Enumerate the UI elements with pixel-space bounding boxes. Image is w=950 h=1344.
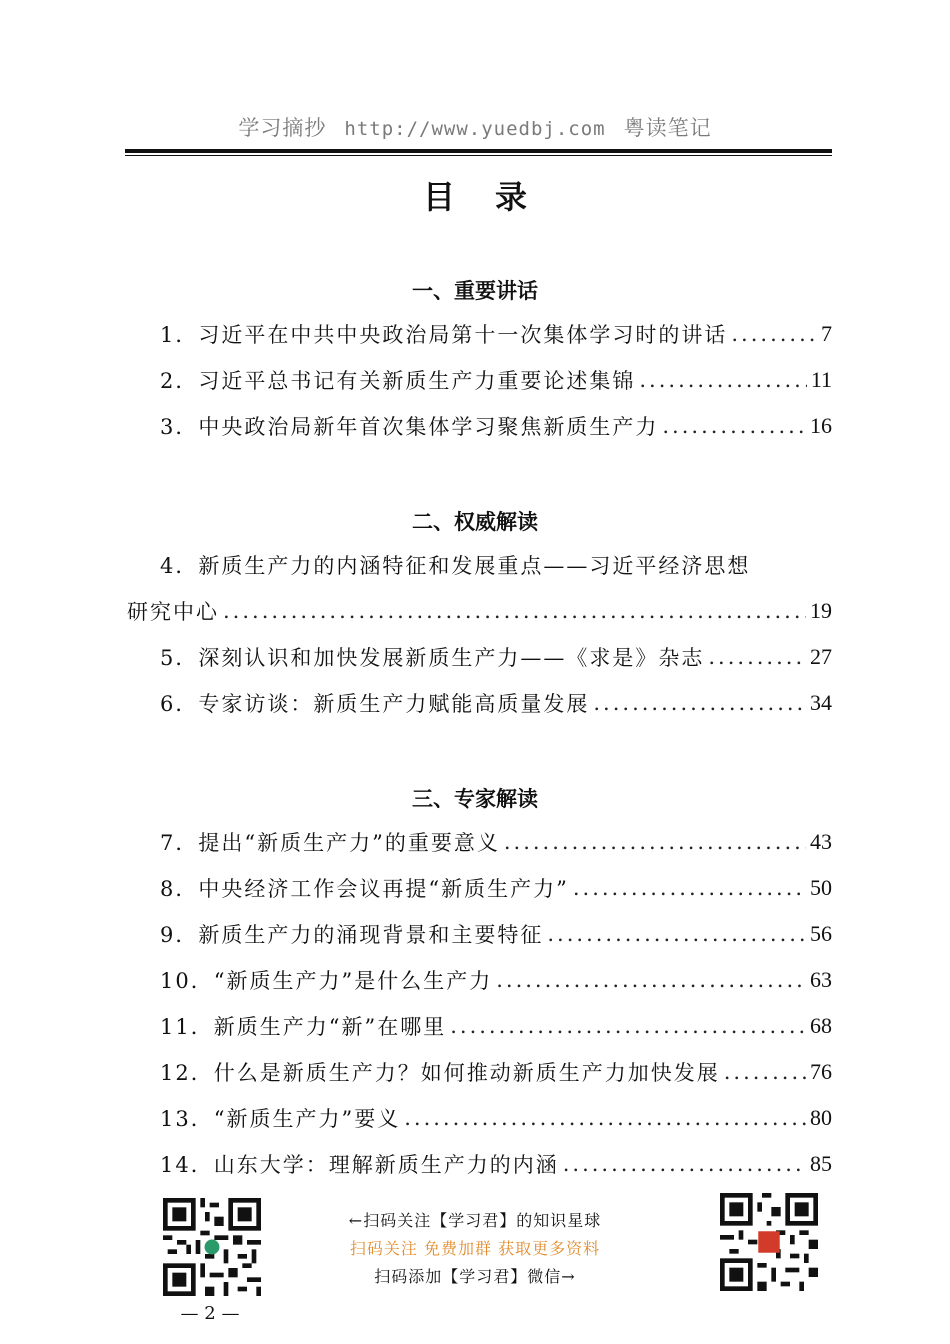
page-title: 目 录 xyxy=(422,178,528,216)
toc-entry[interactable]: 9．新质生产力的涌现背景和主要特征 ..... 56 xyxy=(160,917,832,951)
footer-line-3: 扫码添加【学习君】微信→ xyxy=(374,1267,576,1286)
section-heading-1: 一、重要讲话 xyxy=(412,279,538,303)
toc-entry-continuation[interactable]: 研究中心 ..... 19 xyxy=(127,594,832,628)
header-rule-thick xyxy=(125,149,832,153)
qr-code-left[interactable] xyxy=(163,1198,261,1296)
toc-entry[interactable]: 11．新质生产力“新”在哪里 ..... 68 xyxy=(160,1009,832,1043)
header-right: 粤读笔记 xyxy=(623,116,712,140)
section-heading-2: 二、权威解读 xyxy=(412,510,538,534)
toc-entry[interactable]: 8．中央经济工作会议再提“新质生产力” ..... 50 xyxy=(160,871,832,905)
toc-entry[interactable]: 13．“新质生产力”要义 ..... 80 xyxy=(160,1101,832,1135)
toc-entry[interactable]: 14．山东大学：理解新质生产力的内涵 ..... 85 xyxy=(160,1147,832,1181)
toc-entry[interactable]: 6．专家访谈：新质生产力赋能高质量发展 ..... 34 xyxy=(160,686,832,720)
toc-entry[interactable]: 12．什么是新质生产力？如何推动新质生产力加快发展 ..... 76 xyxy=(160,1055,832,1089)
toc-entry[interactable]: 7．提出“新质生产力”的重要意义 ..... 43 xyxy=(160,825,832,859)
toc-entry[interactable]: 10．“新质生产力”是什么生产力 ..... 63 xyxy=(160,963,832,997)
footer-line-2: 扫码关注 免费加群 获取更多资料 xyxy=(349,1239,601,1258)
page-number: — 2 — xyxy=(180,1303,240,1324)
section-heading-3: 三、专家解读 xyxy=(412,787,538,811)
header-rule-thin xyxy=(125,155,832,156)
qr-code-right[interactable] xyxy=(720,1193,818,1291)
header-url[interactable]: http://www.yuedbj.com xyxy=(344,118,606,140)
toc-entry[interactable]: 5．深刻认识和加快发展新质生产力——《求是》杂志 ..... 27 xyxy=(160,640,832,674)
toc-entry[interactable]: 1．习近平在中共中央政治局第十一次集体学习时的讲话 ..... 7 xyxy=(160,317,832,351)
toc-entry[interactable]: 3．中央政治局新年首次集体学习聚焦新质生产力 ..... 16 xyxy=(160,409,832,443)
toc-entry[interactable]: 4．新质生产力的内涵特征和发展重点——习近平经济思想 xyxy=(160,554,751,578)
header-left: 学习摘抄 xyxy=(238,116,327,140)
toc-entry[interactable]: 2．习近平总书记有关新质生产力重要论述集锦 ..... 11 xyxy=(160,363,832,397)
footer-line-1: ←扫码关注【学习君】的知识星球 xyxy=(348,1211,602,1230)
page-header xyxy=(0,112,950,142)
